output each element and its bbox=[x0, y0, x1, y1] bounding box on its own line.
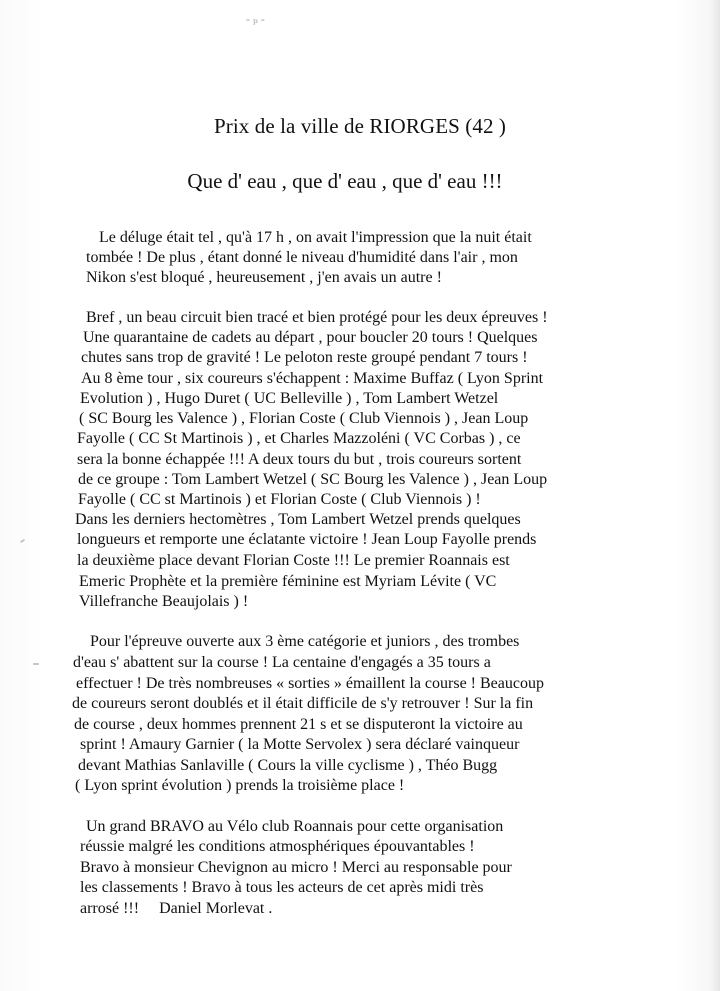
text-line: sera la bonne échappée !!! A deux tours du but , trois coureurs sortent bbox=[77, 451, 522, 468]
text-line: effectuer ! De très nombreuses « sorties » émaillent la course ! Beaucoup bbox=[76, 675, 544, 692]
text-line: sprint ! Amaury Garnier ( la Motte Servolex ) sera déclaré vainqueur bbox=[80, 736, 520, 753]
text-line: les classements ! Bravo à tous les acteurs de cet après midi très bbox=[80, 879, 484, 896]
text-line: longueurs et remporte une éclatante victoire ! Jean Loup Fayolle prends bbox=[77, 531, 537, 548]
scan-speck bbox=[33, 663, 39, 665]
text-line: Dans les derniers hectomètres , Tom Lambert Wetzel prends quelques bbox=[75, 511, 521, 528]
text-line: ( Lyon sprint évolution ) prends la troisième place ! bbox=[75, 777, 405, 794]
scan-mark: - ₚ - bbox=[246, 12, 265, 26]
text-line: Bravo à monsieur Chevignon au micro ! Merci au responsable pour bbox=[80, 859, 512, 876]
text-line: de coureurs seront doublés et il était difficile de s'y retrouver ! Sur la fin bbox=[72, 695, 534, 712]
text-line: la deuxième place devant Florian Coste !!! Le premier Roannais est bbox=[77, 552, 510, 569]
signature-line: arrosé !!! Daniel Morlevat . bbox=[80, 900, 273, 917]
page-edge-shadow bbox=[710, 0, 720, 991]
text-line: Emeric Prophète et la première féminine est Myriam Lévite ( VC bbox=[79, 573, 497, 590]
text-line: d'eau s' abattent sur la course ! La centaine d'engagés a 35 tours a bbox=[73, 654, 491, 671]
text-line: Une quarantaine de cadets au départ , pour boucler 20 tours ! Quelques bbox=[83, 329, 538, 346]
text-line: Bref , un beau circuit bien tracé et bien protégé pour les deux épreuves ! bbox=[86, 309, 548, 326]
text-line: Pour l'épreuve ouverte aux 3 ème catégorie et juniors , des trombes bbox=[90, 633, 520, 650]
text-line: de course , deux hommes prennent 21 s et se disputeront la victoire au bbox=[74, 716, 523, 733]
text-line: Fayolle ( CC St Martinois ) , et Charles Mazzoléni ( VC Corbas ) , ce bbox=[77, 430, 521, 447]
document-subtitle: Que d' eau , que d' eau , que d' eau !!! bbox=[187, 169, 503, 193]
text-line: Villefranche Beaujolais ) ! bbox=[79, 593, 249, 610]
text-line: Le déluge était tel , qu'à 17 h , on avait l'impression que la nuit était bbox=[99, 229, 532, 246]
text-line: chutes sans trop de gravité ! Le peloton reste groupé pendant 7 tours ! bbox=[81, 349, 528, 366]
text-line: Au 8 ème tour , six coureurs s'échappent : Maxime Buffaz ( Lyon Sprint bbox=[81, 370, 544, 387]
text-line: de ce groupe : Tom Lambert Wetzel ( SC Bourg les Valence ) , Jean Loup bbox=[78, 471, 548, 488]
text-line: Nikon s'est bloqué , heureusement , j'en avais un autre ! bbox=[86, 269, 442, 286]
text-line: Evolution ) , Hugo Duret ( UC Belleville ) , Tom Lambert Wetzel bbox=[80, 390, 499, 407]
text-line: réussie malgré les conditions atmosphériques épouvantables ! bbox=[80, 838, 475, 855]
text-line: tombée ! De plus , étant donné le niveau d'humidité dans l'air , mon bbox=[86, 249, 518, 266]
text-line: devant Mathias Sanlaville ( Cours la ville cyclisme ) , Théo Bugg bbox=[78, 757, 498, 774]
document-title: Prix de la ville de RIORGES (42 ) bbox=[213, 114, 506, 138]
text-line: Fayolle ( CC st Martinois ) et Florian Coste ( Club Viennois ) ! bbox=[78, 491, 481, 508]
scan-speck bbox=[20, 539, 25, 543]
text-line: ( SC Bourg les Valence ) , Florian Coste ( Club Viennois ) , Jean Loup bbox=[79, 410, 529, 427]
text-line: Un grand BRAVO au Vélo club Roannais pour cette organisation bbox=[86, 818, 504, 835]
